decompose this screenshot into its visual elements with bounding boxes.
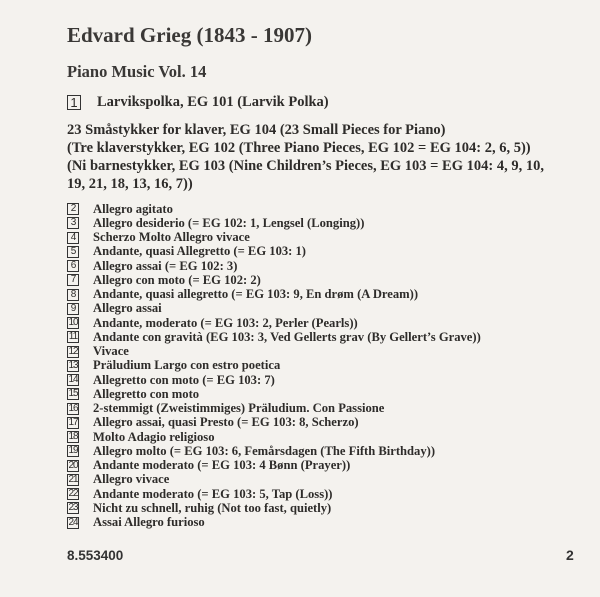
track-number-box: 1 bbox=[67, 95, 81, 110]
track-title: 2-stemmigt (Zweistimmiges) Präludium. Con Passione bbox=[93, 401, 385, 416]
track-number-box: 23 bbox=[68, 502, 78, 514]
track-item bbox=[67, 516, 481, 530]
track-title: Allegro desiderio (= EG 102: 1, Lengsel (Longing)) bbox=[93, 215, 365, 230]
track-number-box: 8 bbox=[67, 289, 79, 301]
track-title: Andante moderato (= EG 103: 4 Bønn (Prayer)) bbox=[93, 458, 351, 473]
track-list bbox=[67, 202, 481, 530]
description-line: 19, 21, 18, 13, 16, 7)) bbox=[67, 176, 193, 192]
track-item bbox=[67, 288, 481, 302]
track-title: Molto Adagio religioso bbox=[93, 429, 215, 444]
track-number-box: 20 bbox=[68, 459, 78, 471]
track-item bbox=[67, 273, 481, 287]
track-number-box: 5 bbox=[67, 246, 79, 258]
page-number: 2 bbox=[566, 547, 574, 563]
track-item bbox=[67, 202, 481, 216]
track-item bbox=[67, 345, 481, 359]
track-item bbox=[67, 387, 481, 401]
track-number-box: 7 bbox=[67, 274, 79, 286]
track-title: Allegro assai bbox=[93, 301, 162, 316]
track-item bbox=[67, 430, 481, 444]
album-subtitle: Piano Music Vol. 14 bbox=[67, 62, 207, 81]
composer-title: Edvard Grieg (1843 - 1907) bbox=[67, 23, 312, 47]
track-title: Larvikspolka, EG 101 (Larvik Polka) bbox=[97, 94, 329, 110]
track-number-box: 4 bbox=[67, 232, 79, 244]
track-item bbox=[67, 302, 481, 316]
track-title: Nicht zu schnell, ruhig (Not too fast, quietly) bbox=[93, 500, 332, 515]
track-number-box: 24 bbox=[68, 516, 78, 528]
track-number-box: 21 bbox=[68, 473, 78, 485]
track-number-box: 10 bbox=[68, 317, 78, 329]
track-title: Allegro assai, quasi Presto (= EG 103: 8, Scherzo) bbox=[93, 415, 359, 430]
track-number-box: 2 bbox=[67, 203, 79, 215]
track-number-box: 6 bbox=[67, 260, 79, 272]
track-number-box: 11 bbox=[68, 331, 78, 343]
track-item bbox=[67, 473, 481, 487]
track-title: Andante, moderato (= EG 103: 2, Perler (Pearls)) bbox=[93, 315, 358, 330]
catalog-number: 8.553400 bbox=[67, 548, 124, 563]
track-number-box: 17 bbox=[68, 416, 78, 428]
track-number-box: 13 bbox=[68, 359, 78, 371]
track-item bbox=[67, 259, 481, 273]
track-item bbox=[67, 487, 481, 501]
track-number-box: 12 bbox=[68, 345, 78, 357]
track-title: Andante moderato (= EG 103: 5, Tap (Loss)) bbox=[93, 486, 333, 501]
track-item bbox=[67, 216, 481, 230]
track-item bbox=[67, 231, 481, 245]
track-title: Allegro agitato bbox=[93, 201, 173, 216]
track-item bbox=[67, 402, 481, 416]
track-number-box: 14 bbox=[68, 374, 78, 386]
track-item bbox=[67, 245, 481, 259]
track-title: Allegro assai (= EG 102: 3) bbox=[93, 258, 238, 273]
track-number-box: 19 bbox=[68, 445, 78, 457]
track-title: Allegro vivace bbox=[93, 472, 170, 487]
track-title: Andante, quasi allegretto (= EG 103: 9, En drøm (A Dream)) bbox=[93, 287, 419, 302]
track-item bbox=[67, 330, 481, 344]
track-number-box: 18 bbox=[68, 431, 78, 443]
track-item bbox=[67, 444, 481, 458]
track-title: Assai Allegro furioso bbox=[93, 515, 205, 530]
track-number-box: 3 bbox=[67, 217, 79, 229]
track-item bbox=[67, 359, 481, 373]
track-number-box: 9 bbox=[67, 303, 79, 315]
description-line: (Tre klaverstykker, EG 102 (Three Piano Pieces, EG 102 = EG 104: 2, 6, 5)) bbox=[67, 140, 531, 156]
track-item bbox=[67, 373, 481, 387]
track-number-box: 22 bbox=[68, 488, 78, 500]
track-title: Scherzo Molto Allegro vivace bbox=[93, 230, 250, 245]
track-title: Andante, quasi Allegretto (= EG 103: 1) bbox=[93, 244, 306, 259]
track-item bbox=[67, 459, 481, 473]
track-item bbox=[67, 501, 481, 515]
track-title: Allegro molto (= EG 103: 6, Femårsdagen (The Fifth Birthday)) bbox=[93, 443, 436, 458]
track-title: Andante con gravità (EG 103: 3, Ved Gellerts grav (By Gellert’s Grave)) bbox=[93, 329, 481, 344]
description-line: (Ni barnestykker, EG 103 (Nine Children’s Pieces, EG 103 = EG 104: 4, 9, 10, bbox=[67, 158, 544, 174]
track-number-box: 15 bbox=[68, 388, 78, 400]
track-title: Präludium Largo con estro poetica bbox=[93, 358, 281, 373]
track-title: Allegretto con moto bbox=[93, 386, 200, 401]
track-item bbox=[67, 316, 481, 330]
track-1 bbox=[67, 94, 329, 111]
track-title: Allegro con moto (= EG 102: 2) bbox=[93, 272, 261, 287]
track-number-box: 16 bbox=[68, 402, 78, 414]
track-item bbox=[67, 416, 481, 430]
description-line: 23 Småstykker for klaver, EG 104 (23 Small Pieces for Piano) bbox=[67, 122, 446, 138]
work-description bbox=[67, 121, 544, 193]
track-title: Allegretto con moto (= EG 103: 7) bbox=[93, 372, 275, 387]
track-title: Vivace bbox=[93, 344, 129, 359]
